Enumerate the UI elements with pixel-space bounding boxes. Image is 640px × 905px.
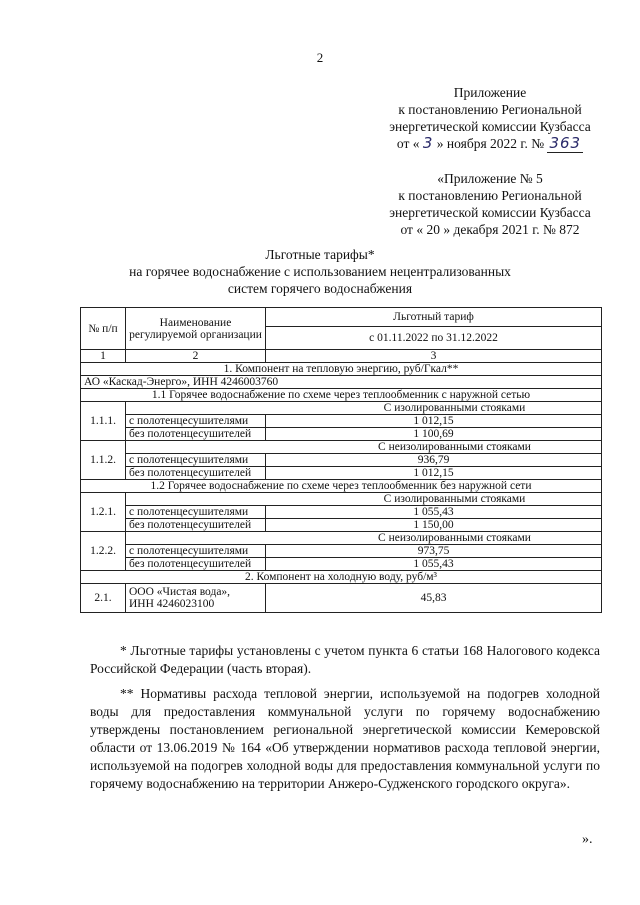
row-number: 1.2.1. [81,493,126,532]
row-number: 1.1.1. [81,402,126,441]
header-number: № п/п [81,308,126,350]
organization-row: АО «Каскад-Энерго», ИНН 4246003760 [81,376,602,389]
with-towel-dryer: с полотенцесушителями [126,415,266,428]
tariff-value: 1 055,43 [266,506,602,519]
index-cell: 2 [126,350,266,363]
with-towel-dryer: с полотенцесушителями [126,545,266,558]
appendix-prev-line2: к постановлению Региональной [398,188,582,203]
tariff-value: 1 012,15 [266,467,602,480]
appendix-current [360,84,620,153]
tariff-value: 1 100,69 [266,428,602,441]
with-towel-dryer: с полотенцесушителями [126,454,266,467]
subsection-without-network: 1.2 Горячее водоснабжение по схеме через теплообменник без наружной сети [81,480,602,493]
index-cell: 3 [266,350,602,363]
header-organization: Наименование регулируемой организации [126,308,266,350]
row-number: 1.2.2. [81,532,126,571]
appendix-prev-line3: энергетической комиссии Кузбасса [389,205,591,220]
appendix-previous [360,170,620,238]
row-number: 2.1. [81,584,126,613]
tariff-value: 45,83 [266,584,602,613]
tariff-value: 1 012,15 [266,415,602,428]
document-title [0,246,640,297]
noninsulated-header: С неизолированными стояками [126,441,602,454]
appendix-current-date: от « 3 » ноября 2022 г. № 363 [396,134,582,152]
organization-cold-water: ООО «Чистая вода», ИНН 4246023100 [126,584,266,613]
title-line1: Льготные тарифы* [265,247,375,262]
section-cold-water: 2. Компонент на холодную воду, руб/м³ [81,571,602,584]
tariff-value: 973,75 [266,545,602,558]
without-towel-dryer: без полотенцесушителей [126,519,266,532]
section-heat: 1. Компонент на тепловую энергию, руб/Гкал** [81,363,602,376]
appendix-prev-line1: «Приложение № 5 [437,171,543,186]
noninsulated-header: С неизолированными стояками [126,532,602,545]
header-tariff: Льготный тариф [266,308,602,327]
without-towel-dryer: без полотенцесушителей [126,428,266,441]
row-number: 1.1.2. [81,441,126,480]
index-cell: 1 [81,350,126,363]
tariff-value: 1 055,43 [266,558,602,571]
footnote-2: ** Нормативы расхода тепловой энергии, используемой на подогрев холодной воды для предоставления коммунальной услуги по горячему водоснабжению утверждены постановлением региональной энергетической комиссии Кемеровской области от 13.06.2019 № 164 «Об утверждении нормативов расхода тепловой энергии, используемой на подогрев холодной воды для предоставления коммунальной услуги по горячему водоснабжению на территории Анжеро-Судженского городского округа». [90,686,600,791]
closing-quote: ». [582,832,593,847]
with-towel-dryer: с полотенцесушителями [126,506,266,519]
tariff-value: 1 150,00 [266,519,602,532]
without-towel-dryer: без полотенцесушителей [126,558,266,571]
header-period: с 01.11.2022 по 31.12.2022 [266,327,602,350]
title-line3: систем горячего водоснабжения [227,281,413,296]
footnote-1: * Льготные тарифы установлены с учетом пункта 6 статьи 168 Налогового кодекса Российской Федерации (часть вторая). [90,643,600,676]
appendix-current-line3: энергетической комиссии Кузбасса [389,119,591,134]
handwritten-day: 3 [422,134,434,152]
title-line2: на горячее водоснабжение с использованием нецентрализованных [129,264,511,279]
appendix-current-line2: к постановлению Региональной [398,102,582,117]
subsection-with-network: 1.1 Горячее водоснабжение по схеме через теплообменник с наружной сетью [81,389,602,402]
handwritten-number: 363 [549,134,582,152]
insulated-header: С изолированными стояками [126,402,602,415]
insulated-header: С изолированными стояками [126,493,602,506]
appendix-current-line1: Приложение [453,85,527,100]
without-towel-dryer: без полотенцесушителей [126,467,266,480]
tariff-value: 936,79 [266,454,602,467]
page-number: 2 [316,50,324,65]
tariff-table [80,307,602,613]
appendix-prev-line4: от « 20 » декабря 2021 г. № 872 [400,222,580,237]
